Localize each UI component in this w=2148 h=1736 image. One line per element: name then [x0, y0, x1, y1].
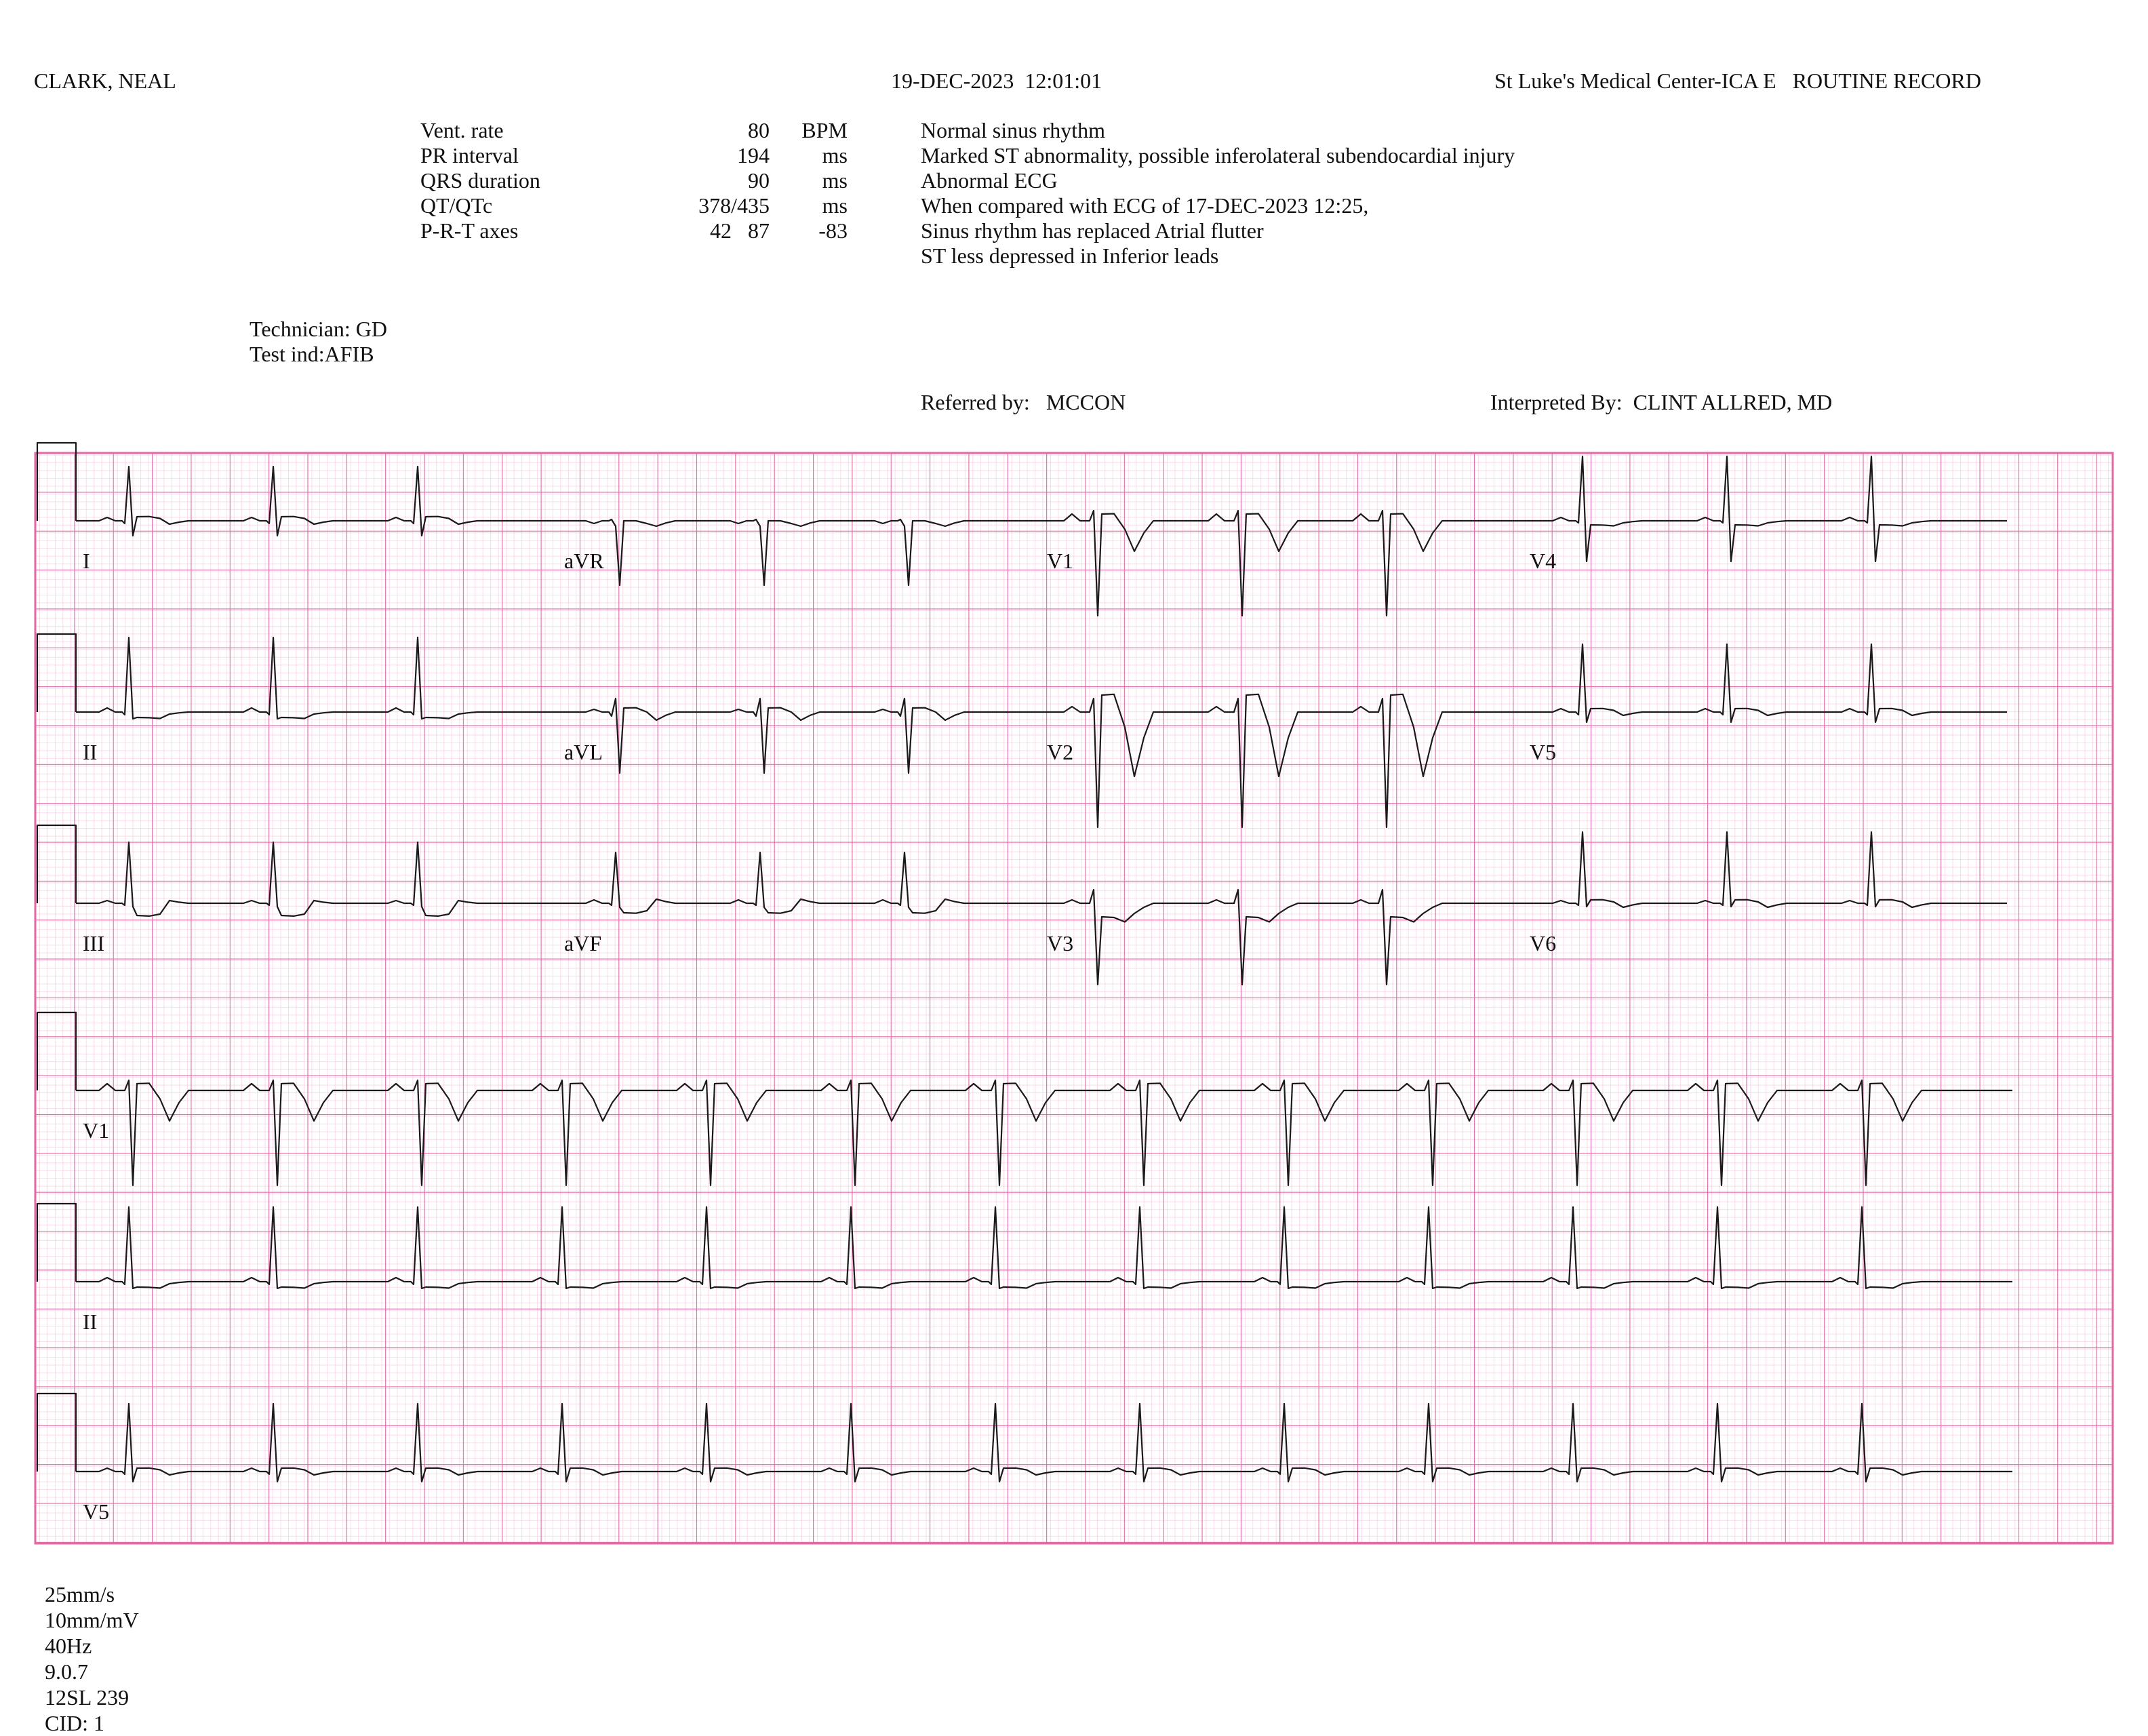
measurement-value: 378/435 [698, 193, 770, 218]
lead-label: V4 [1530, 549, 1557, 573]
lead-label: I [83, 549, 90, 573]
lead-label: aVR [564, 549, 604, 573]
lead-label: III [83, 931, 104, 955]
interpretation-line: Sinus rhythm has replaced Atrial flutter [921, 218, 1264, 243]
paper-speed: 25mm/s [45, 1582, 115, 1606]
lead-label: V6 [1530, 931, 1557, 955]
measurement-unit: ms [822, 193, 848, 218]
measurement-unit: BPM [801, 118, 848, 142]
interpretation-line: Marked ST abnormality, possible inferolateral subendocardial injury [921, 143, 1515, 167]
measurement-label: P-R-T axes [420, 218, 519, 243]
patient-name: CLARK, NEAL [34, 68, 176, 93]
filter-setting: 40Hz [45, 1634, 92, 1658]
gain-setting: 10mm/mV [45, 1608, 139, 1632]
lead-label: V5 [1530, 740, 1557, 764]
lead-label: V1 [1047, 549, 1074, 573]
interpretation-line: Abnormal ECG [921, 168, 1058, 193]
device-model: 12SL 239 [45, 1685, 130, 1710]
software-version: 9.0.7 [45, 1659, 88, 1684]
cid: CID: 1 [45, 1711, 104, 1735]
ecg-grid [35, 453, 2113, 1543]
lead-label: II [83, 740, 98, 764]
record-datetime: 19-DEC-2023 12:01:01 [891, 68, 1102, 93]
lead-label: aVF [564, 931, 602, 955]
lead-label: II [83, 1309, 98, 1334]
measurement-label: QT/QTc [420, 193, 493, 218]
interpretation-line: ST less depressed in Inferior leads [921, 243, 1219, 268]
measurement-label: Vent. rate [420, 118, 504, 142]
interpretation-line: When compared with ECG of 17-DEC-2023 12:25, [921, 193, 1369, 218]
measurement-unit: -83 [818, 218, 848, 243]
measurement-value: 42 87 [710, 218, 770, 243]
measurement-unit: ms [822, 143, 848, 167]
recording-settings [34, 1556, 173, 1736]
lead-label: V1 [83, 1118, 110, 1143]
measurement-value: 194 [737, 143, 770, 167]
referred-by: Referred by: MCCON [921, 390, 1126, 414]
lead-label: V3 [1047, 931, 1074, 955]
measurement-label: QRS duration [420, 168, 540, 193]
measurement-value: 90 [748, 168, 770, 193]
institution-name: St Luke's Medical Center-ICA E ROUTINE RECORD [1494, 68, 1981, 93]
test-indication: Test ind:AFIB [250, 342, 374, 366]
lead-label: V5 [83, 1499, 110, 1524]
interpretation-line: Normal sinus rhythm [921, 118, 1105, 142]
lead-label: aVL [564, 740, 603, 764]
measurement-unit: ms [822, 168, 848, 193]
measurement-value: 80 [748, 118, 770, 142]
measurement-label: PR interval [420, 143, 519, 167]
technician: Technician: GD [250, 317, 388, 341]
interpreted-by: Interpreted By: CLINT ALLRED, MD [1490, 390, 1833, 414]
lead-label: V2 [1047, 740, 1074, 764]
